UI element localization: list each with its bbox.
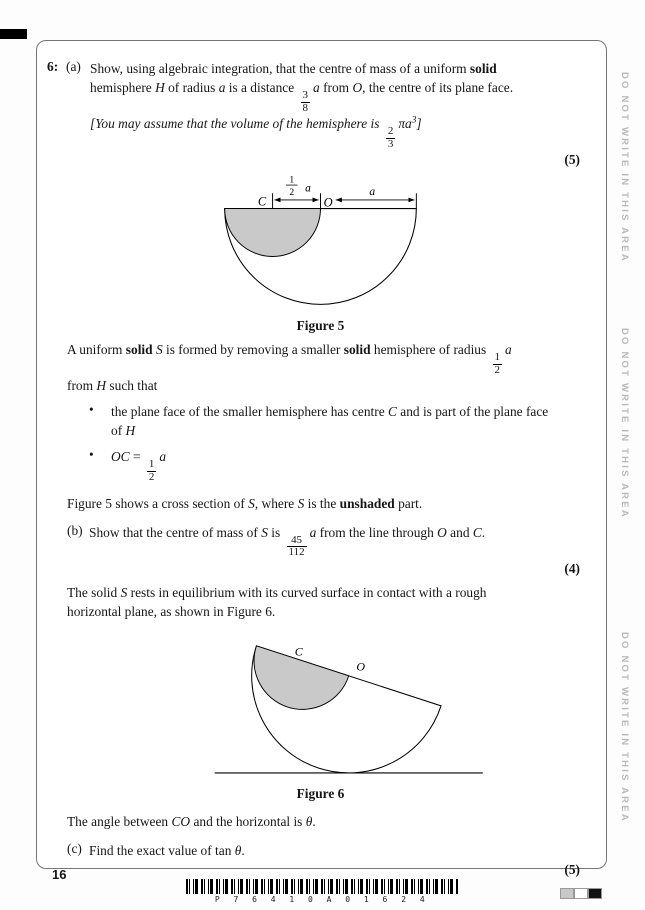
text-line: Show, using algebraic integration, that the centre of mass of a uniform solid <box>90 61 497 76</box>
text-line: hemisphere H of radius a is a distance $\frac{3}{8}$ a from O, the centre of its plane face. <box>90 80 514 114</box>
text-line: from H such that <box>67 378 158 394</box>
radius-a-label: a <box>369 186 376 199</box>
print-registration-mark <box>0 29 27 39</box>
part-b-label: (b) <box>67 522 83 538</box>
text-line: the plane face of the smaller hemisphere has centre C and is part of the plane face <box>111 404 549 420</box>
bullet-glyph: • <box>89 447 94 463</box>
text-line: A uniform solid S is formed by removing a smaller solid hemisphere of radius $\frac{1}{2}$ a <box>67 342 512 376</box>
label-C: C <box>294 644 303 659</box>
color-mark-gray <box>560 888 574 899</box>
do-not-write-text-3: DO NOT WRITE IN THIS AREA <box>619 632 630 823</box>
question-number: 6: <box>47 59 59 74</box>
paragraph-angle-theta: The angle between CO and the horizontal is θ. <box>67 813 316 829</box>
paragraph-equilibrium <box>67 583 594 621</box>
half-a-variable: a <box>305 182 311 195</box>
do-not-write-text-1: DO NOT WRITE IN THIS AREA <box>619 72 630 263</box>
bullet-item-OC <box>89 447 594 483</box>
marks-part-c: (5) <box>564 861 580 877</box>
figure5-diagram <box>148 172 493 316</box>
figure5-caption: Figure 5 <box>296 318 345 334</box>
figure6-diagram <box>136 625 506 784</box>
label-O: O <box>355 658 365 673</box>
bullet-item-plane-face <box>89 402 594 440</box>
question-part-a <box>47 59 594 150</box>
bullet-glyph: • <box>89 402 94 418</box>
question-part-b <box>67 523 594 559</box>
part-c-label: (c) <box>67 840 82 856</box>
marks-part-a: (5) <box>564 152 580 168</box>
part-b-text: Show that the centre of mass of S is $\frac{45}{112}$ a from the line through O and C. <box>89 524 486 559</box>
question-part-c <box>67 841 594 860</box>
paragraph-figure5-note: Figure 5 shows a cross section of S, where S is the unshaded part. <box>67 495 423 511</box>
marks-part-b: (4) <box>564 560 580 576</box>
text-line: horizontal plane, as shown in Figure 6. <box>67 603 276 619</box>
color-mark-black <box>588 888 602 899</box>
part-c-text: Find the exact value of tan θ. <box>89 842 245 858</box>
bullet-text: OC = $\frac{1}{2}$ a <box>111 449 167 483</box>
label-C: C <box>257 194 267 209</box>
barcode-text: P 7 6 4 1 0 A 0 1 6 2 4 <box>214 895 430 904</box>
figure6-caption: Figure 6 <box>296 785 345 801</box>
color-mark-white <box>574 888 588 899</box>
half-fraction-denominator: 2 <box>289 187 295 199</box>
half-fraction-numerator: 1 <box>289 174 295 186</box>
part-a-label: (a) <box>66 59 81 74</box>
barcode <box>186 879 458 904</box>
assumption-note: [You may assume that the volume of the hemisphere is $\frac{2}{3}$ $\pi a^3$] <box>90 115 422 150</box>
question-content <box>37 41 606 878</box>
part-a-text <box>90 59 594 150</box>
bullet-text <box>111 402 548 440</box>
label-O: O <box>323 195 333 210</box>
paragraph-solid-S <box>67 340 594 395</box>
text-line: The solid S rests in equilibrium with its curved surface in contact with a rough <box>67 584 487 600</box>
print-color-marks <box>560 888 602 899</box>
text-line: of H <box>111 423 136 439</box>
page-number: 16 <box>52 867 67 882</box>
tilted-solid-S <box>226 646 441 784</box>
barcode-bars <box>186 879 458 894</box>
do-not-write-text-2: DO NOT WRITE IN THIS AREA <box>619 328 630 519</box>
